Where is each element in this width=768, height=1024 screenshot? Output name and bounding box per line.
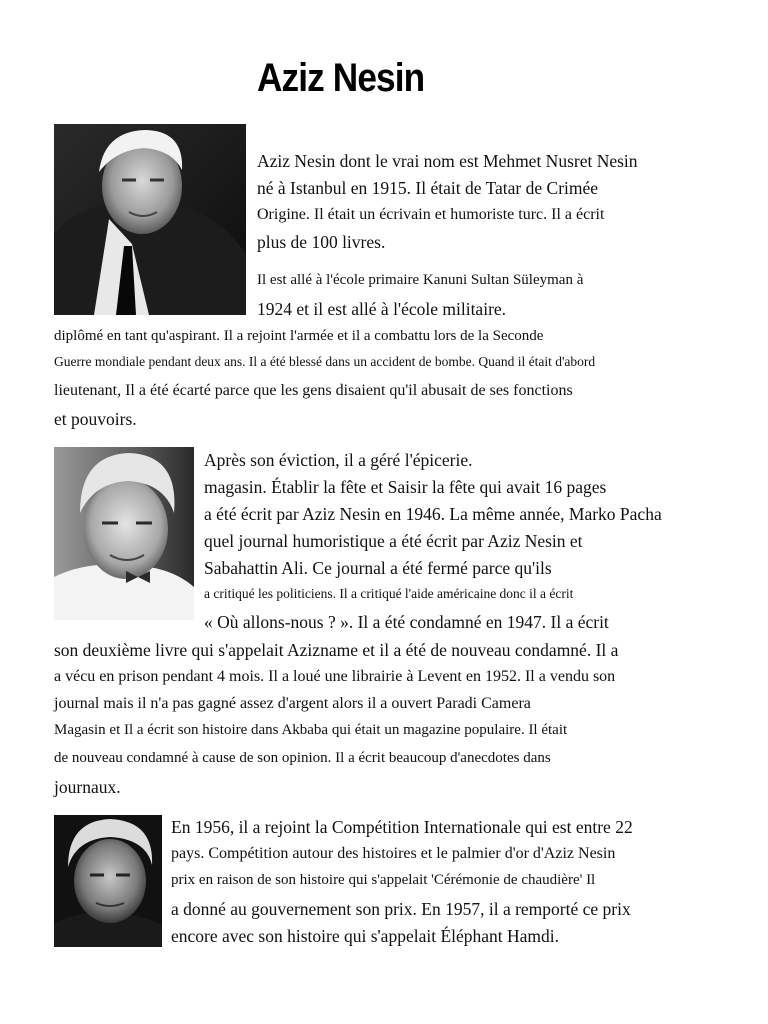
text-line-4: plus de 100 livres. bbox=[257, 232, 386, 252]
text-line-9: lieutenant, Il a été écarté parce que les gens disaient qu'il abusait de ses fonctions bbox=[54, 382, 573, 399]
text-line-1: Aziz Nesin dont le vrai nom est Mehmet Nusret Nesin bbox=[257, 151, 638, 171]
text-line-16: a critiqué les politiciens. Il a critiqué l'aide américaine donc il a écrit bbox=[204, 586, 574, 601]
portrait-photo-2 bbox=[54, 447, 194, 620]
portrait-photo-3 bbox=[54, 815, 162, 947]
text-line-24: En 1956, il a rejoint la Compétition Internationale qui est entre 22 bbox=[171, 817, 633, 837]
text-line-14: quel journal humoristique a été écrit par Aziz Nesin et bbox=[204, 531, 583, 551]
text-line-5: Il est allé à l'école primaire Kanuni Sultan Süleyman à bbox=[257, 272, 584, 288]
text-line-23: journaux. bbox=[54, 777, 121, 797]
text-line-15: Sabahattin Ali. Ce journal a été fermé parce qu'ils bbox=[204, 558, 552, 578]
text-line-22: de nouveau condamné à cause de son opinion. Il a écrit beaucoup d'anecdotes dans bbox=[54, 750, 551, 766]
text-line-20: journal mais il n'a pas gagné assez d'argent alors il a ouvert Paradi Camera bbox=[54, 695, 531, 712]
text-line-7: diplômé en tant qu'aspirant. Il a rejoint l'armée et il a combattu lors de la Seconde bbox=[54, 328, 544, 344]
text-line-27: a donné au gouvernement son prix. En 1957, il a remporté ce prix bbox=[171, 899, 631, 919]
text-line-12: magasin. Établir la fête et Saisir la fête qui avait 16 pages bbox=[204, 477, 607, 497]
text-line-13: a été écrit par Aziz Nesin en 1946. La même année, Marko Pacha bbox=[204, 504, 662, 524]
portrait-photo-1 bbox=[54, 124, 246, 315]
text-line-21: Magasin et Il a écrit son histoire dans Akbaba qui était un magazine populaire. Il était bbox=[54, 722, 568, 738]
text-line-8: Guerre mondiale pendant deux ans. Il a été blessé dans un accident de bombe. Quand il était d'abord bbox=[54, 354, 596, 369]
text-line-6: 1924 et il est allé à l'école militaire. bbox=[257, 299, 507, 319]
page-title: Aziz Nesin bbox=[257, 56, 425, 100]
text-line-10: et pouvoirs. bbox=[54, 409, 137, 429]
text-line-18: son deuxième livre qui s'appelait Azizname et il a été de nouveau condamné. Il a bbox=[54, 640, 619, 660]
text-line-19: a vécu en prison pendant 4 mois. Il a loué une librairie à Levent en 1952. Il a vendu son bbox=[54, 668, 616, 685]
portrait-image-2 bbox=[54, 447, 194, 620]
text-line-28: encore avec son histoire qui s'appelait Éléphant Hamdi. bbox=[171, 926, 560, 946]
portrait-image-3 bbox=[54, 815, 162, 947]
portrait-image-1 bbox=[54, 124, 246, 315]
text-line-2: né à Istanbul en 1915. Il était de Tatar de Crimée bbox=[257, 178, 599, 198]
text-line-25: pays. Compétition autour des histoires et le palmier d'or d'Aziz Nesin bbox=[171, 845, 616, 862]
text-line-26: prix en raison de son histoire qui s'appelait 'Cérémonie de chaudière' Il bbox=[171, 872, 596, 888]
text-line-11: Après son éviction, il a géré l'épicerie. bbox=[204, 450, 473, 470]
text-line-3: Origine. Il était un écrivain et humoriste turc. Il a écrit bbox=[257, 206, 605, 223]
text-line-17: « Où allons-nous ? ». Il a été condamné en 1947. Il a écrit bbox=[204, 612, 609, 632]
